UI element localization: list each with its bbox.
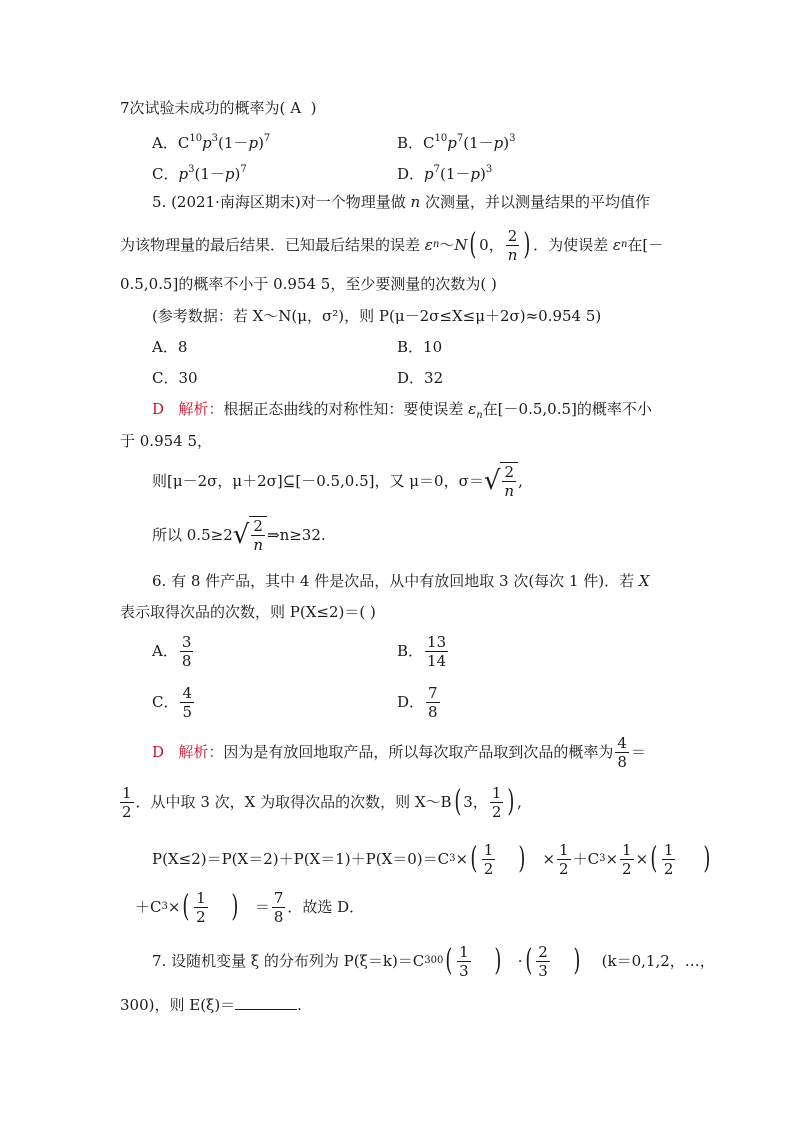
q6-solution-line-4: ＋C 3 × ( $\frac{1}{2}$ ) ＝ $\frac{7}{8}$ ．故选 D．	[135, 888, 365, 926]
q7-answer-blank[interactable]	[235, 995, 297, 1010]
q5-line-2: 为该物理量的最后结果．已知最后结果的误差 ε n ～ N ( 0， $\frac{2}{n}$ ) ．为使误差 ε n 在[－	[120, 226, 664, 264]
q5-solution-line-2: 于 0.954 5，	[120, 432, 213, 450]
q5-solution-line-3: 则[μ－2σ，μ＋2σ]⊆[－0.5,0.5]，又 μ＝0，σ＝ √ $\frac{2}{n}$ ,	[152, 463, 523, 500]
q6-line-2: 表示取得次品的次数，则 P(X≤2)＝( )	[120, 603, 376, 621]
q5-solution-line-4: 所以 0.5≥2 √ $\frac{2}{n}$ ⇒n≥32.	[152, 517, 326, 554]
q6-option-d: D． $\frac{7}{8}$	[397, 683, 438, 721]
q5-option-c: C．30	[152, 369, 198, 387]
q4-option-d: D．$p^7(1-p)^3$	[397, 164, 493, 183]
q7-line-2: 300)，则 E(ξ)＝ .	[120, 996, 302, 1014]
q6-line-1: 6. 有 8 件产品，其中 4 件是次品，从中有放回地取 3 次(每次 1 件)．若 X	[152, 572, 650, 590]
q5-option-b: B．10	[397, 338, 443, 356]
q6-solution-line-2: $\frac{1}{2}$ ．从中取 3 次，X 为取得次品的次数，则 X～B ( 3， $\frac{1}{2}$ ) ,	[122, 783, 522, 821]
q5-reference: (参考数据：若 X～N(μ，σ²)，则 P(μ－2σ≤X≤μ＋2σ)≈0.954 5)	[152, 307, 602, 325]
q4-option-b: B．$C^{10}p^7(1-p)^3$	[397, 133, 516, 152]
q6-option-a: A． $\frac{3}{8}$	[152, 632, 192, 670]
q4-stem: 7次试验未成功的概率为( A )	[120, 99, 317, 117]
q6-option-c: C． $\frac{4}{5}$	[152, 683, 193, 721]
q4-option-a: A．$C^{10}p^3(1-p)^7$	[152, 133, 271, 152]
q6-solution-line-3: P(X≤2)＝P(X＝2)＋P(X＝1)＋P(X＝0)＝C 3 × ( $\frac{1}{2}$ ) × $\frac{1}{2}$ ＋C 3 × $\frac{1}{2}$ × ( $\frac{1}{2}$ )	[152, 840, 711, 878]
q5-solution-line-1: D 解析：根据正态曲线的对称性知：要使误差 $\varepsilon_n$在[－0.5,0.5]的概率不小	[152, 400, 652, 421]
q6-solution-line-1: D 解析： 因为是有放回地取产品，所以每次取产品取到次品的概率为 $\frac{4}{8}$ ＝	[152, 733, 646, 771]
q5-option-d: D．32	[397, 369, 444, 387]
q4-answer: A	[290, 99, 302, 117]
q7-line-1: 7. 设随机变量 ξ 的分布列为 P(ξ＝k)＝C 300 ( $\frac{1}{3}$ ) · ( $\frac{2}{3}$ ) (k＝0,1,2，…，	[152, 942, 715, 980]
q5-line-1: 5. (2021·南海区期末)对一个物理量做 n 次测量，并以测量结果的平均值作	[152, 193, 650, 211]
q5-option-a: A．8	[152, 338, 188, 356]
q5-line-3: 0.5,0.5]的概率不小于 0.954 5，至少要测量的次数为( )	[120, 275, 497, 293]
q6-option-b: B． $\frac{13}{14}$	[397, 632, 447, 670]
q4-option-c: C．$p^3(1-p)^7$	[152, 164, 247, 183]
